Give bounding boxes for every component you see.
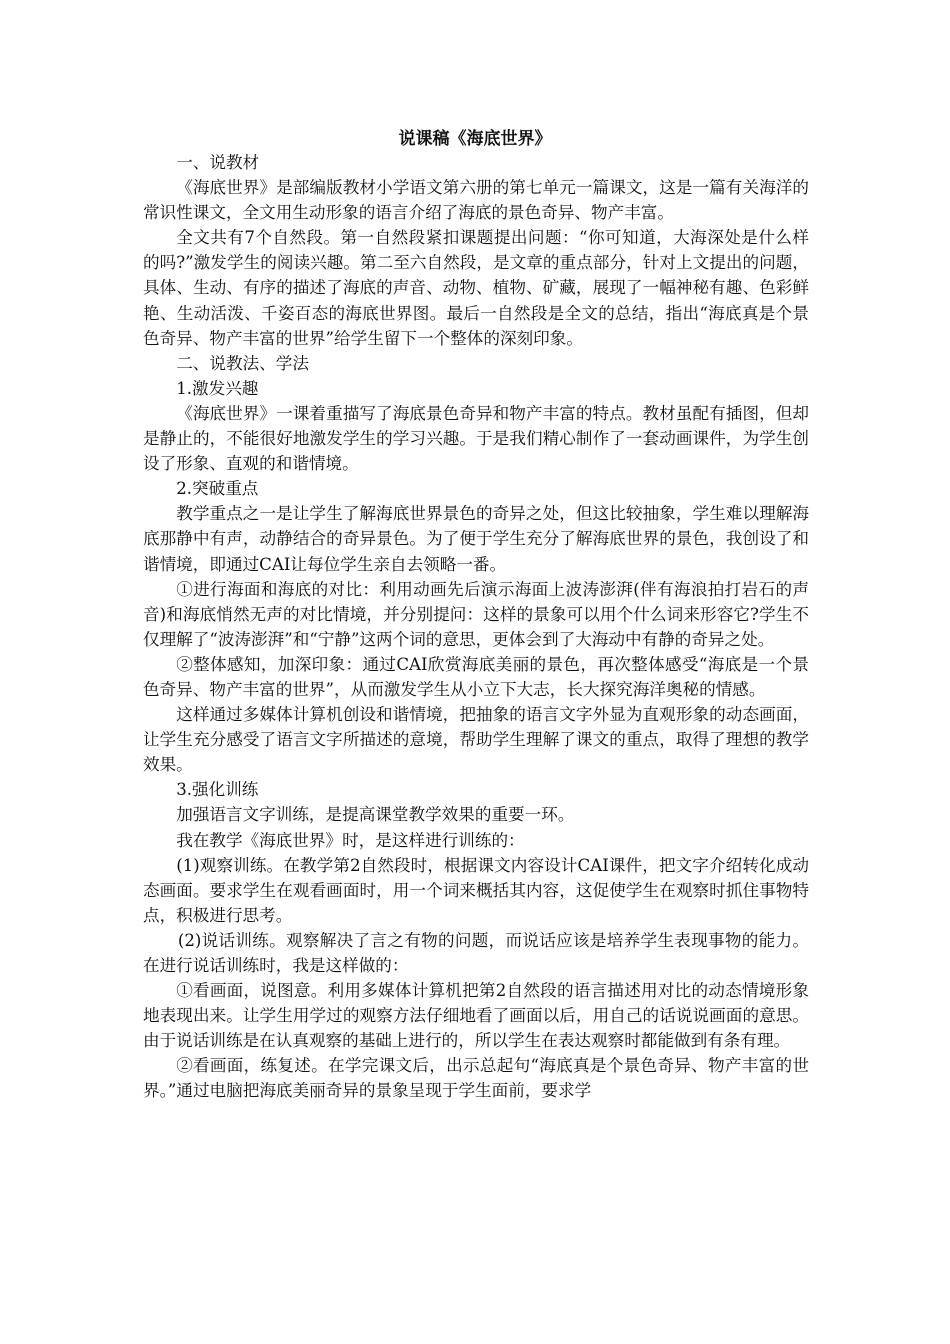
paragraph: 我在教学《海底世界》时，是这样进行训练的： (176, 830, 525, 850)
paragraph: ②整体感知，加深印象：通过CAI欣赏海底美丽的景色，再次整体感受“海底是一个景色奇异、物产丰富的世界”，从而激发学生从小立下大志，长大探究海洋奥秘的情感。 (143, 654, 809, 699)
paragraph: ①进行海面和海底的对比：利用动画先后演示海面上波涛澎湃(伴有海浪拍打岩石的声音)和海底悄然无声的对比情境，并分别提问：这样的景象可以用个什么词来形容它?学生不仅理解了“波涛澎湃”和“宁静”这两个词的意思，更体会到了大海动中有静的奇异之处。 (143, 579, 809, 649)
paragraph: 全文共有7个自然段。第一自然段紧扣课题提出问题：“你可知道，大海深处是什么样的吗?”激发学生的阅读兴趣。第二至六自然段，是文章的重点部分，针对上文提出的问题，具体、生动、有序的描述了海底的声音、动物、植物、矿藏，展现了一幅神秘有趣、色彩鲜艳、生动活泼、千姿百态的海底世界图。最后一自然段是全文的总结，指出“海底真是个景色奇异、物产丰富的世界”给学生留下一个整体的深刻印象。 (143, 228, 809, 348)
subheading-training: 3.强化训练 (176, 780, 259, 800)
paragraph: (1)观察训练。在教学第2自然段时，根据课文内容设计CAI课件，把文字介绍转化成动态画面。要求学生在观看画面时，用一个词来概括其内容，这促使学生在观察时抓住事物特点，积极进行思考。 (143, 855, 809, 925)
paragraph: 《海底世界》是部编版教材小学语文第六册的第七单元一篇课文，这是一篇有关海洋的常识性课文，全文用生动形象的语言介绍了海底的景色奇异、物产丰富。 (143, 178, 809, 223)
subheading-interest: 1.激发兴趣 (176, 378, 259, 398)
paragraph: (2)说话训练。观察解决了言之有物的问题，而说话应该是培养学生表现事物的能力。在进行说话训练时，我是这样做的： (143, 930, 809, 975)
paragraph: ②看画面，练复述。在学完课文后，出示总起句“海底真是个景色奇异、物产丰富的世界。”通过电脑把海底美丽奇异的景象呈现于学生面前，要求学 (143, 1056, 809, 1101)
subheading-key-points: 2.突破重点 (176, 479, 259, 499)
paragraph: 《海底世界》一课着重描写了海底景色奇异和物产丰富的特点。教材虽配有插图，但却是静止的，不能很好地激发学生的学习兴趣。于是我们精心制作了一套动画课件，为学生创设了形象、直观的和谐情境。 (143, 403, 809, 474)
paragraph: 加强语言文字训练，是提高课堂教学效果的重要一环。 (176, 805, 575, 825)
section-heading-methods: 二、说教法、学法 (176, 353, 309, 373)
section-heading-teaching-material: 一、说教材 (176, 153, 260, 172)
document-title: 说课稿《海底世界》 (398, 129, 552, 149)
paragraph: ①看画面，说图意。利用多媒体计算机把第2自然段的语言描述用对比的动态情境形象地表现出来。让学生用学过的观察方法仔细地看了画面以后，用自己的话说说画面的意思。由于说话训练是在认真观察的基础上进行的，所以学生在表达观察时都能做到有条有理。 (143, 981, 809, 1051)
paragraph: 这样通过多媒体计算机创设和谐情境，把抽象的语言文字外显为直观形象的动态画面，让学生充分感受了语言文字所描述的意境，帮助学生理解了课文的重点，取得了理想的教学效果。 (143, 705, 809, 775)
paragraph: 教学重点之一是让学生了解海底世界景色的奇异之处，但这比较抽象，学生难以理解海底那静中有声，动静结合的奇异景色。为了便于学生充分了解海底世界的景色，我创设了和谐情境，即通过CAI让每位学生亲自去领略一番。 (143, 504, 809, 574)
document-body (143, 150, 809, 1104)
